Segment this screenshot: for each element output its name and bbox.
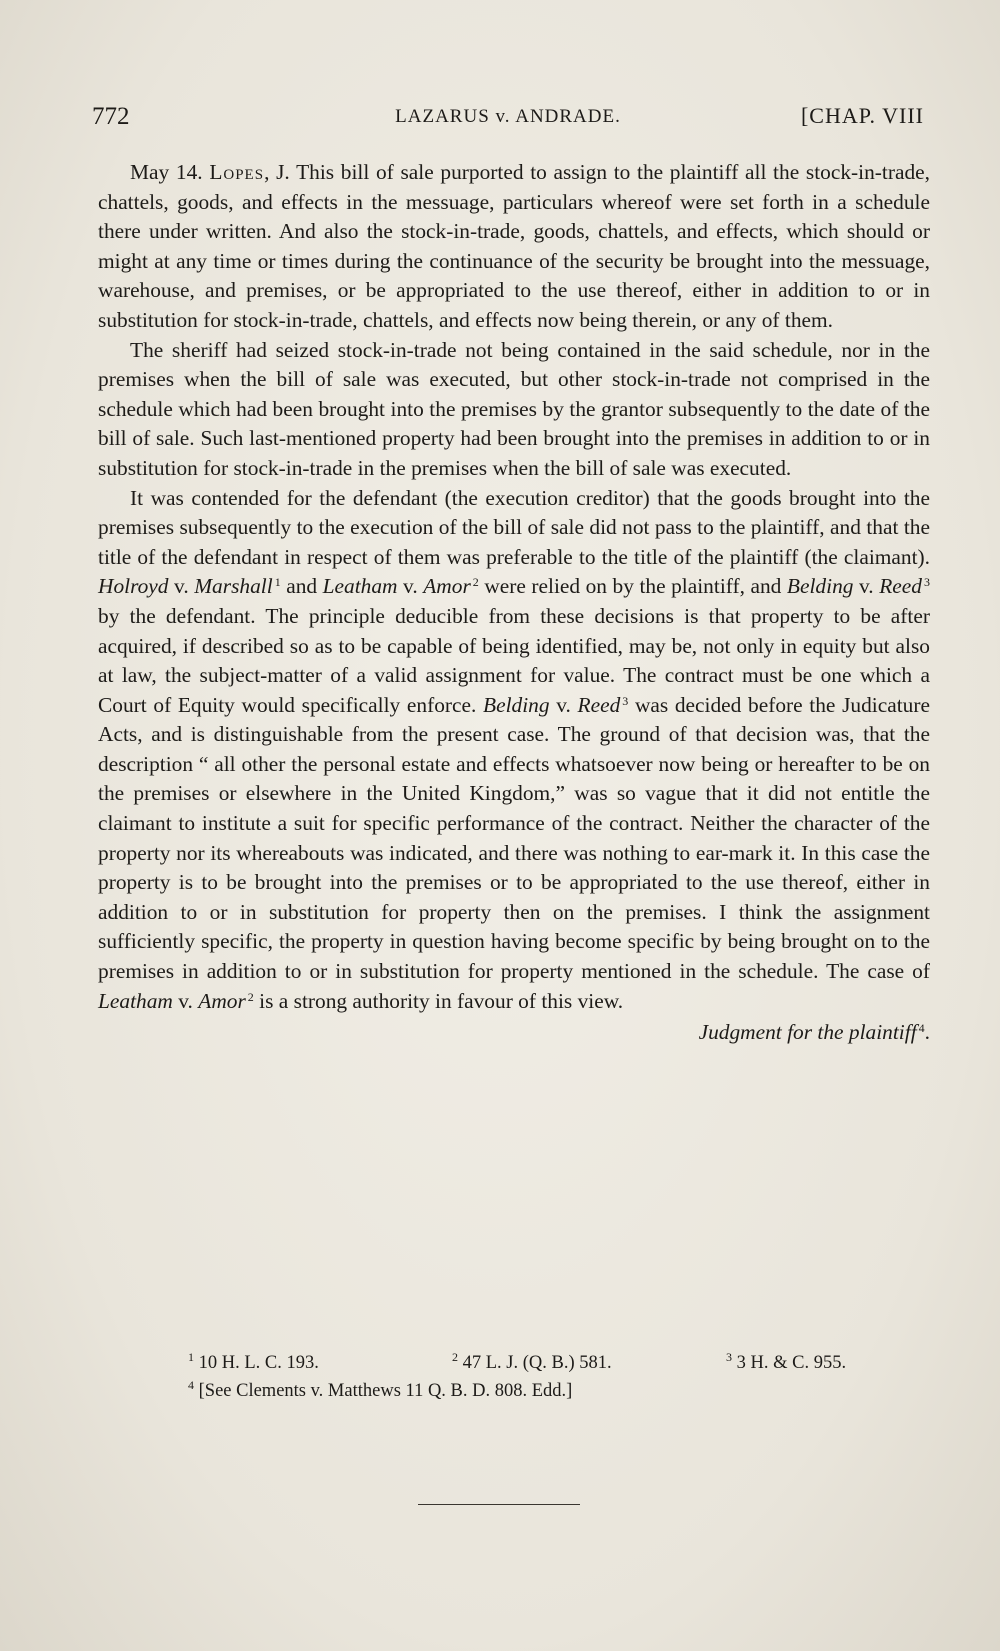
paragraph-1-text: This bill of sale purported to assign to the plaintiff all the stock-in-trade, chattels, goods, and effects in the messuage, particulars whereof were set forth in a schedule there under written. And also the stock-in-trade, goods, chattels, and effects, which should or might at any time or times during the continuance of the security be brought into the messuage, warehouse, and premises, or be appropriated to the use thereof, either in addition to or in substitution for stock-in-trade, chattels, and effects now being therein, or any of them.	[98, 160, 930, 332]
footnote-1	[186, 1350, 319, 1374]
footnote-number: 4	[188, 1378, 194, 1392]
page-number: 772	[92, 103, 130, 130]
conjunction: and	[286, 574, 318, 599]
footnote-2	[450, 1350, 612, 1374]
footnote-text: 47 L. J. (Q. B.) 581.	[462, 1353, 612, 1373]
judgment-text: Judgment for the plaintiff	[698, 1020, 917, 1045]
case-name: Leatham	[322, 574, 398, 599]
case-name: Holroyd	[98, 574, 169, 599]
main-text	[98, 158, 930, 1048]
case-name: Amor	[423, 574, 471, 599]
paragraph-3	[98, 484, 930, 1017]
versus: v.	[178, 988, 193, 1013]
footnote-row	[186, 1378, 966, 1409]
case-name: Leatham	[98, 988, 173, 1013]
paragraph-3-text-a: It was contended for the defendant (the execution creditor) that the goods brought into the premises subsequently to the execution of the bill of sale did not pass to the plaintiff, and that the title of the defendant in respect of them was preferable to the title of the plaintiff (the claimant).	[98, 485, 930, 569]
paragraph-2: The sheriff had seized stock-in-trade not being contained in the said schedule, nor in the premises when the bill of sale was executed, but other stock-in-trade not comprised in the schedule which had been brought into the premises by the grantor subsequently to the date of the bill of sale. Such last-mentioned property had been brought into the premises in addition to or in substitution for stock-in-trade in the premises when the bill of sale was executed.	[98, 337, 930, 480]
case-name: Reed	[879, 574, 922, 599]
versus: v.	[403, 574, 418, 599]
judge-title: , J.	[264, 160, 290, 184]
footnote-4	[186, 1378, 573, 1402]
opinion-date: May 14.	[130, 160, 203, 184]
footnote-ref: 3	[622, 693, 629, 708]
case-name: Belding	[786, 574, 854, 599]
footnote-number: 3	[726, 1350, 732, 1364]
chapter-label: [CHAP. VIII	[800, 103, 924, 128]
footnote-3	[724, 1350, 847, 1374]
judge-name: Lopes	[209, 160, 265, 184]
footnote-number: 2	[452, 1350, 458, 1364]
judgment-line	[98, 1018, 930, 1048]
footnote-ref: 2	[472, 575, 479, 590]
paragraph-3-text-b: were relied on by the plaintiff, and	[484, 574, 782, 599]
footnote-ref: 1	[274, 575, 281, 590]
case-name: Belding	[483, 692, 550, 717]
footnote-ref: 4	[918, 1021, 925, 1036]
footnote-ref: 2	[247, 989, 254, 1004]
page-header	[92, 103, 924, 137]
versus: v.	[859, 574, 874, 599]
versus: v.	[174, 574, 189, 599]
running-title: LAZARUS v. ANDRADE.	[395, 106, 621, 127]
footnote-text: 10 H. L. C. 193.	[198, 1353, 319, 1373]
paragraph-3-text-e: is a strong authority in favour of this view.	[259, 988, 624, 1013]
footnote-text: [See Clements v. Matthews 11 Q. B. D. 808. Edd.]	[198, 1381, 573, 1401]
case-name: Amor	[198, 988, 246, 1013]
judgment-period: .	[924, 1020, 930, 1045]
case-name: Reed	[577, 692, 621, 717]
footnote-row	[186, 1350, 966, 1381]
footnote-text: 3 H. & C. 955.	[736, 1353, 847, 1373]
paragraph-3-text-d: was decided before the Judicature Acts, and is distinguishable from the present case. The ground of that decision was, that the description “ all other the personal estate and effects whatsoever now being or hereafter to be on the premises or elsewhere in the United Kingdom,” was so vague that it did not entitle the claimant to institute a suit for specific performance of the contract. Neither the character of the property nor its whereabouts was indicated, and there was nothing to ear-mark it. In this case the property is to be brought into the premises or to be appropriated to the use thereof, either in addition to or in substitution for property then on the premises. I think the assignment sufficiently specific, the property in question having become specific by being brought on to the premises in addition to or in substitution for property mentioned in the schedule. The case of	[98, 692, 930, 984]
footnote-ref: 3	[923, 575, 930, 590]
paragraph-1	[98, 158, 930, 336]
divider-rule	[418, 1504, 580, 1505]
footnote-number: 1	[188, 1350, 194, 1364]
case-name: Marshall	[194, 574, 273, 599]
footnotes	[186, 1350, 966, 1409]
paragraph-3-text-c: by the defendant. The principle deducible from these decisions is that property to be after acquired, if described so as to be capable of being identified, may be, not only in equity but also at law, the subject-matter of a valid assignment for value. The contract must be one which a Court of Equity would specifically enforce.	[98, 603, 930, 717]
versus: v.	[556, 692, 571, 717]
